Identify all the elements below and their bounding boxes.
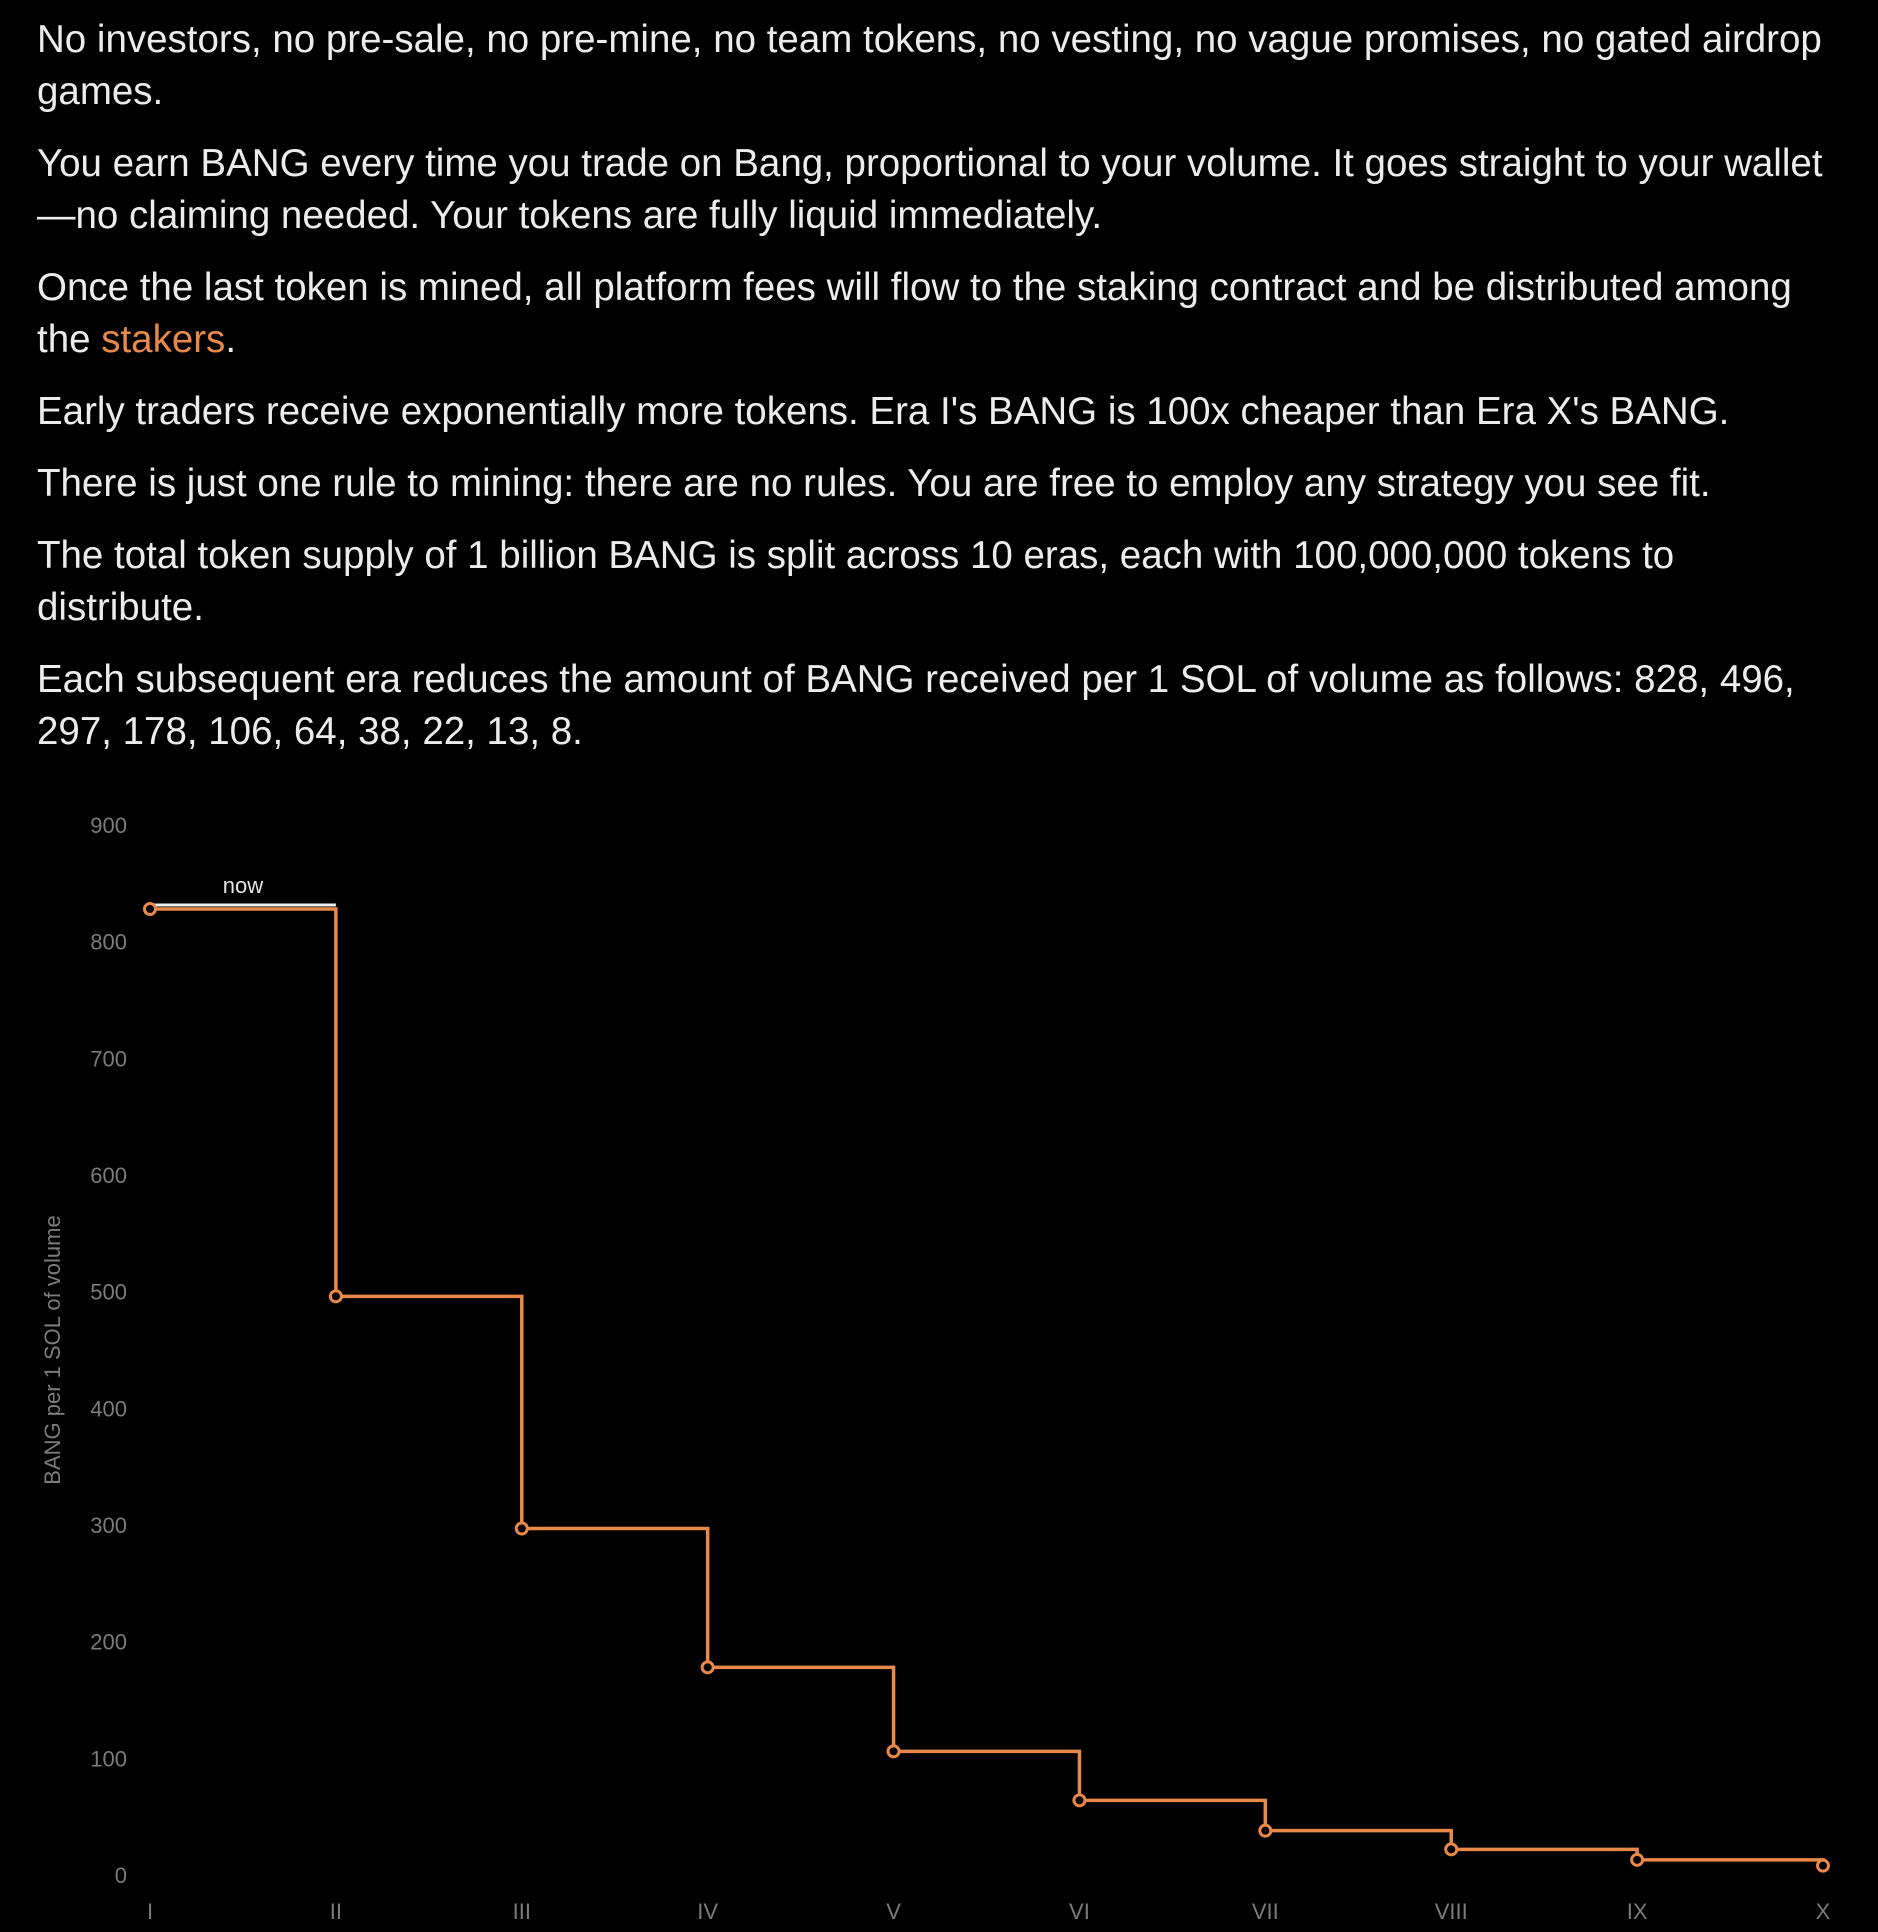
y-tick-label: 0: [114, 1863, 127, 1888]
data-point-era-ii: [330, 1291, 341, 1302]
y-tick-label: 200: [90, 1629, 127, 1655]
data-point-era-ix: [1632, 1854, 1643, 1865]
y-tick-label: 900: [90, 813, 127, 838]
y-tick-label: 500: [90, 1279, 127, 1305]
y-axis-title: BANG per 1 SOL of volume: [40, 1215, 65, 1485]
paragraph-platform-fees: [37, 262, 1837, 366]
data-point-era-iii: [516, 1523, 527, 1534]
x-tick-label: X: [1815, 1899, 1831, 1924]
paragraph-no-investors: No investors, no pre-sale, no pre-mine, no team tokens, no vesting, no vague promises, no gated airdrop games.: [37, 18, 1822, 113]
x-tick-label: I: [146, 1899, 154, 1924]
data-point-era-x: [1818, 1860, 1829, 1871]
data-point-era-vii: [1260, 1825, 1271, 1836]
y-tick-label: 600: [90, 1163, 127, 1188]
data-point-era-viii: [1446, 1844, 1457, 1855]
paragraph-mining-rule: There is just one rule to mining: there are no rules. You are free to employ any strategy you see fit.: [37, 462, 1711, 505]
x-tick-label: III: [512, 1899, 531, 1924]
y-tick-label: 800: [90, 929, 127, 955]
x-tick-label: VI: [1069, 1899, 1090, 1924]
tokenomics-text: [37, 14, 1837, 778]
y-tick-label: 300: [90, 1513, 127, 1538]
y-tick-label: 400: [90, 1396, 127, 1422]
x-tick-label: VII: [1251, 1899, 1279, 1924]
series-points: [145, 904, 1829, 1872]
y-axis-ticks: [90, 813, 127, 1888]
paragraph-early-traders: Early traders receive exponentially more tokens. Era I's BANG is 100x cheaper than Era X's BANG.: [37, 390, 1730, 433]
paragraph-earn-bang: You earn BANG every time you trade on Bang, proportional to your volume. It goes straight to your wallet—no claiming needed. Your tokens are fully liquid immediately.: [37, 142, 1823, 237]
data-point-era-i: [145, 904, 156, 915]
paragraph-platform-fees-end: .: [225, 318, 237, 361]
x-tick-label: V: [886, 1899, 901, 1924]
paragraph-platform-fees-text: Once the last token is mined, all platform fees will flow to the staking contract and be distributed among the: [37, 266, 1792, 361]
y-tick-label: 700: [90, 1046, 127, 1072]
paragraph-token-supply: The total token supply of 1 billion BANG is split across 10 eras, each with 100,000,000 tokens to distribute.: [37, 534, 1675, 629]
now-annotation: now: [222, 873, 264, 898]
series-step-line: [150, 909, 1823, 1866]
x-tick-label: VIII: [1434, 1899, 1468, 1924]
data-point-era-v: [888, 1746, 899, 1757]
era-rate-chart: [0, 780, 1878, 1932]
x-axis-ticks: [147, 1899, 1831, 1924]
x-tick-label: IX: [1626, 1899, 1648, 1924]
data-point-era-vi: [1074, 1795, 1085, 1806]
y-tick-label: 100: [90, 1746, 127, 1772]
paragraph-era-reduction: Each subsequent era reduces the amount of BANG received per 1 SOL of volume as follows: 828, 496, 297, 178, 106, 64, 38, 22, 13, 8.: [37, 658, 1795, 753]
data-point-era-iv: [702, 1662, 713, 1673]
x-tick-label: IV: [697, 1899, 719, 1924]
stakers-link[interactable]: stakers: [101, 318, 226, 361]
x-tick-label: II: [329, 1899, 343, 1924]
